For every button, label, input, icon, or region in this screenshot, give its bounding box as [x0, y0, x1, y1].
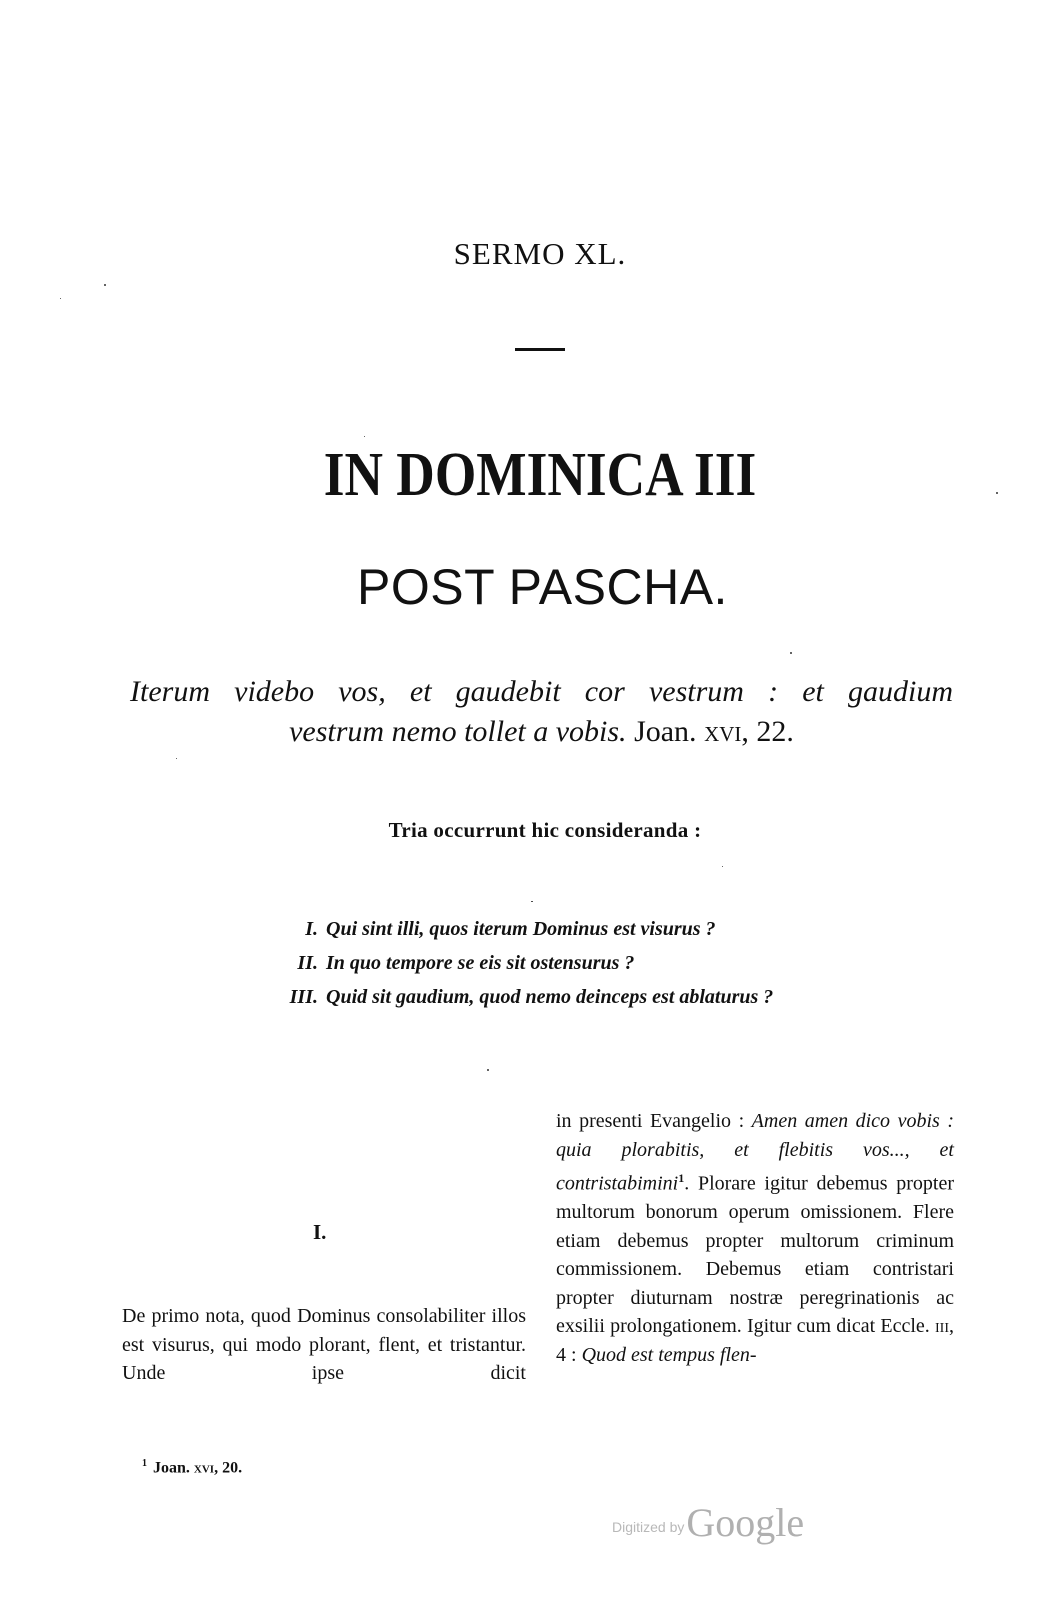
scan-speck: [364, 436, 365, 437]
scan-speck: [996, 492, 998, 494]
epigraph-line-1: Iterum videbo vos, et gaudebit cor vestrum : et gaudium: [130, 675, 953, 708]
question-text: Quid sit gaudium, quod nemo deinceps est ablaturus ?: [326, 986, 774, 1008]
question-text: In quo tempore se eis sit ostensurus ?: [326, 952, 635, 974]
right-column-text: [556, 1107, 954, 1369]
footnote-reference: 1: [678, 1171, 685, 1185]
left-column-text: De primo nota, quod Dominus consolabiliter illos est visurus, qui modo plorant, flent, et tristantur. Unde ipse dicit: [122, 1305, 526, 1384]
question-item: [272, 912, 912, 946]
epigraph-ref-chapter: xvi: [704, 715, 742, 748]
footnote: [142, 1458, 242, 1477]
footnote-book: Joan.: [153, 1459, 190, 1477]
sermon-number: SERMO XL.: [453, 236, 627, 271]
scan-speck: [487, 1069, 489, 1071]
footnote-mark: 1: [142, 1458, 147, 1469]
scan-speck: [104, 284, 106, 286]
footnote-verse: , 20.: [214, 1459, 243, 1477]
scan-speck: [531, 901, 533, 902]
epigraph: [130, 672, 953, 752]
footnote-chapter: xvi: [193, 1459, 215, 1477]
right-column-ref-verse: , 4 :: [556, 1315, 954, 1366]
scan-speck: [722, 866, 723, 867]
epigraph-line-2: [130, 712, 953, 752]
question-number: II.: [297, 952, 318, 974]
right-column-p2: . Plorare igitur debemus propter multorum bonorum operum omissionem. Flere etiam debemus propter multorum criminum commissionem. Debemus etiam contristari propter diuturnam nostræ peregrinationis ac exsilii prolongationem. Igitur cum dicat Eccle.: [556, 1172, 954, 1338]
right-column-p1: in presenti Evangelio :: [556, 1110, 752, 1132]
epigraph-quote-end: vestrum nemo tollet a vobis.: [289, 715, 627, 748]
question-text: Qui sint illi, quos iterum Dominus est visurus ?: [326, 918, 716, 940]
scan-speck: [176, 758, 177, 759]
heading-rule: [515, 348, 565, 351]
watermark-prefix: Digitized by: [612, 1519, 685, 1535]
digitized-watermark: [612, 1499, 804, 1546]
epigraph-ref-verse: , 22.: [741, 715, 794, 748]
sermon-subtitle: POST PASCHA.: [357, 559, 728, 615]
google-logo: Google: [686, 1500, 805, 1545]
intro-text: Tria occurrunt hic consideranda :: [388, 818, 702, 842]
scan-speck: [60, 298, 61, 299]
section-numeral: I.: [313, 1220, 327, 1244]
sermon-title: IN DOMINICA III: [323, 441, 757, 509]
right-column-quote-2: Quod est tempus flen-: [581, 1343, 757, 1366]
question-item: [272, 946, 912, 980]
questions-list: [272, 912, 912, 1014]
right-column-quote-1: Amen amen dico vobis : quia plorabitis, et flebitis vos..., et contristabimini: [556, 1110, 954, 1195]
question-item: [272, 980, 912, 1014]
scan-speck: [790, 652, 792, 654]
right-column-ref-chapter: iii: [935, 1315, 949, 1338]
epigraph-ref-book: Joan.: [634, 715, 697, 748]
question-number: I.: [305, 918, 318, 940]
question-number: III.: [289, 986, 318, 1008]
